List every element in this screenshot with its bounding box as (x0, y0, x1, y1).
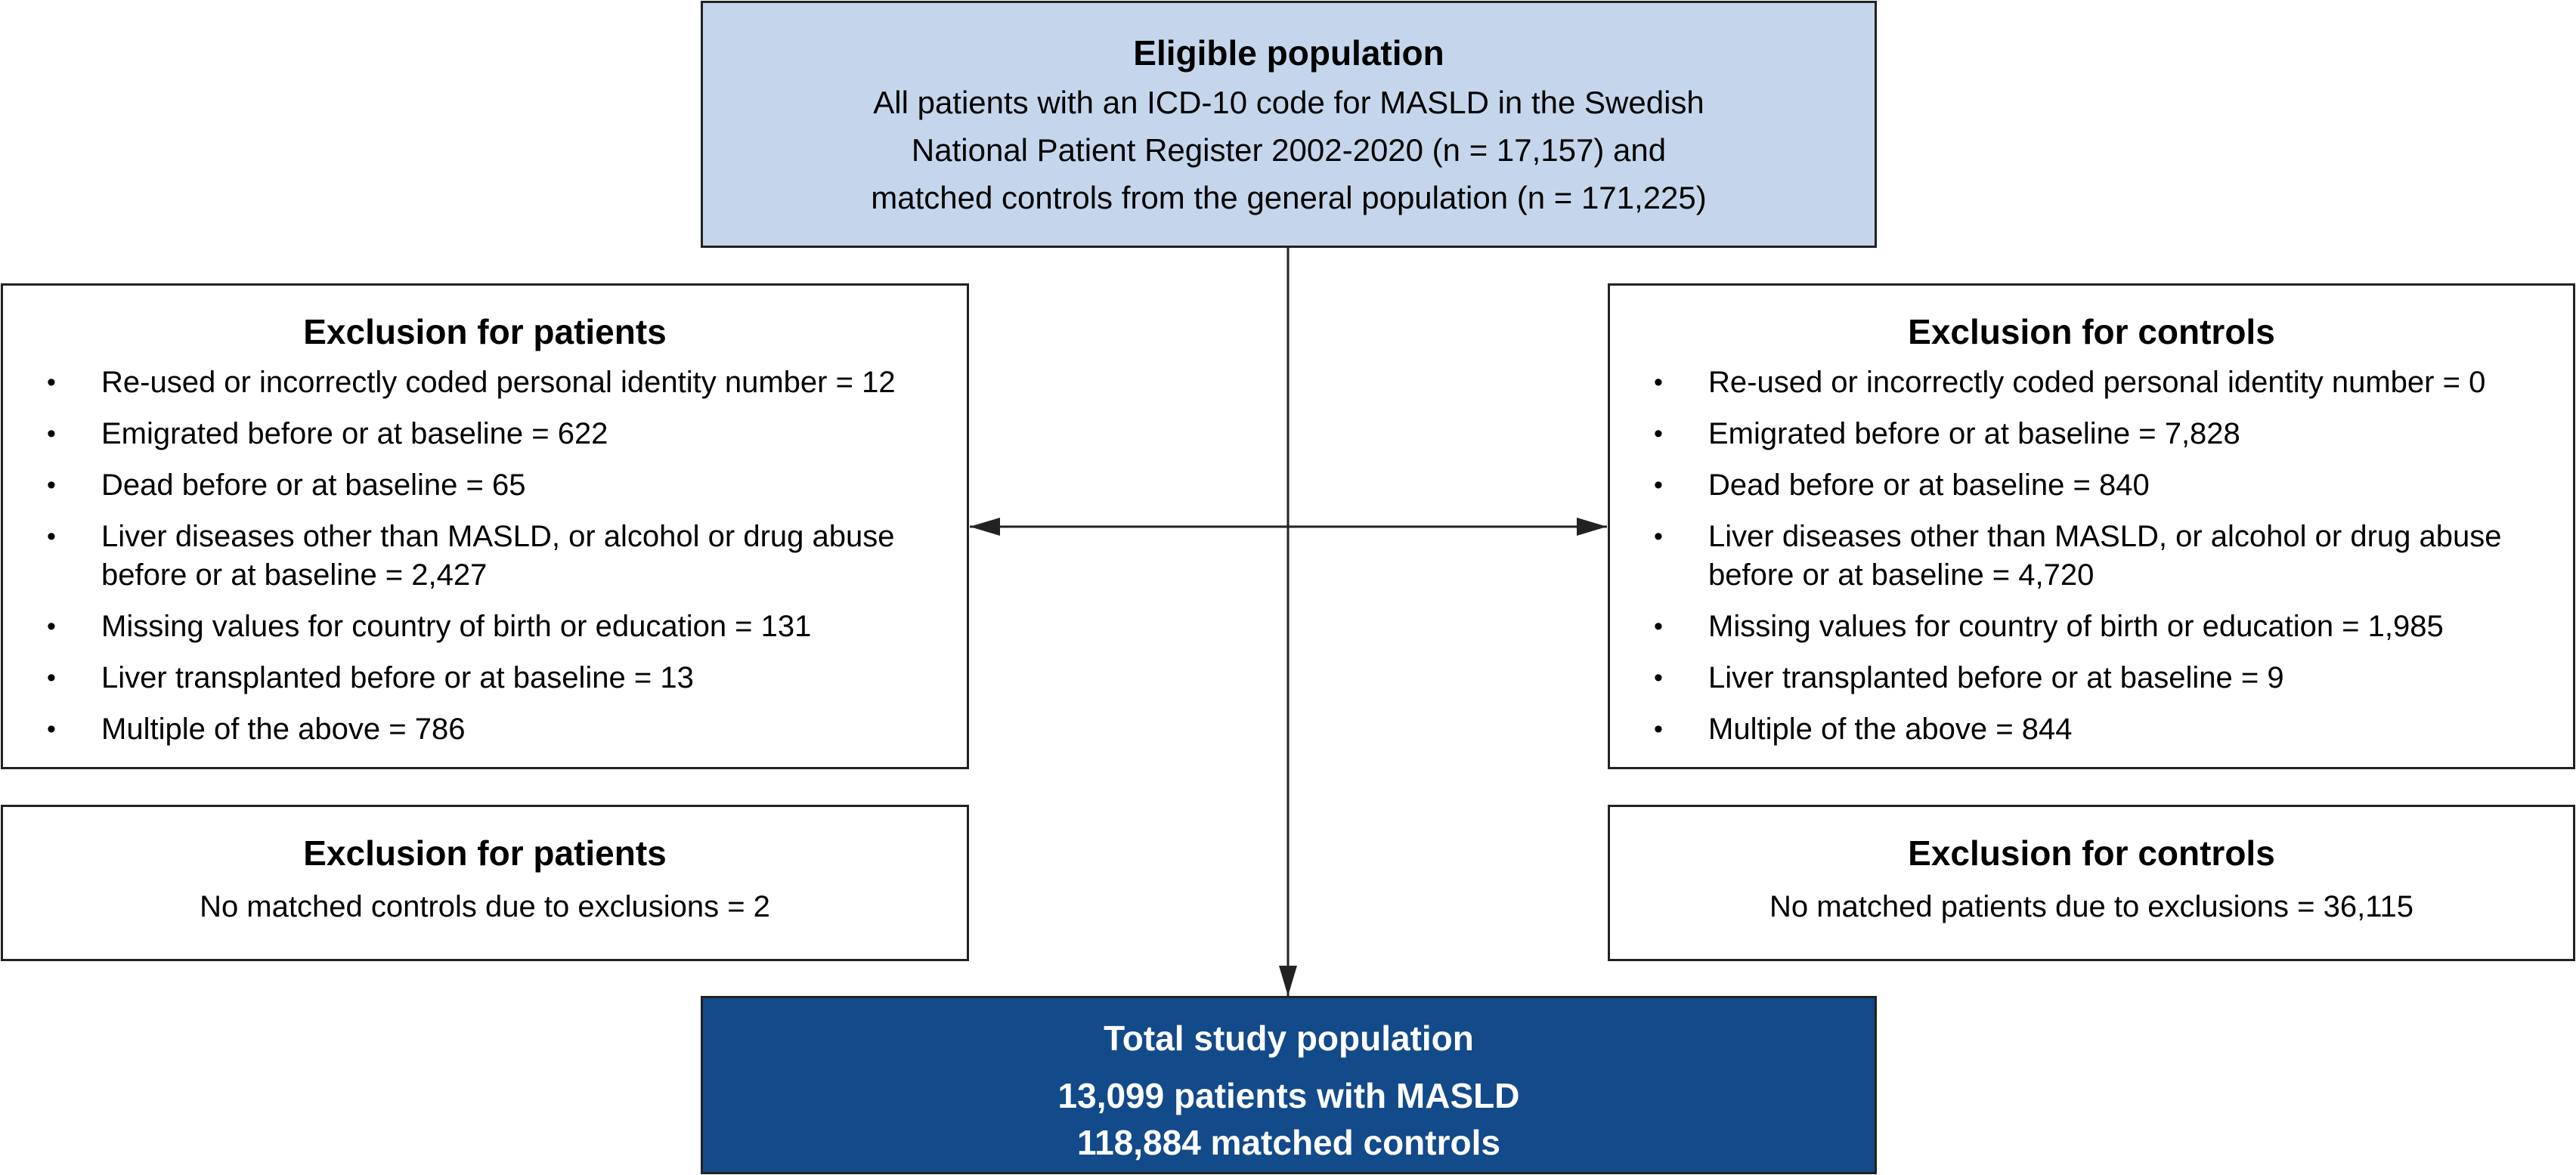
exclusion-controls-box (1608, 283, 2575, 769)
bullet-icon: • (1654, 715, 1663, 744)
list-item (1610, 518, 2573, 595)
matching-exclusion-controls-box (1608, 805, 2575, 961)
bullet-icon: • (47, 368, 56, 397)
bullet-icon: • (1654, 471, 1663, 499)
list-item-text: Liver diseases other than MASLD, or alcohol or drug abuse before or at baseline = 4,720 (1708, 520, 2502, 592)
list-item (3, 518, 967, 595)
list-item-text: Emigrated before or at baseline = 622 (101, 417, 608, 450)
bullet-icon: • (47, 419, 56, 448)
list-item-text: Liver diseases other than MASLD, or alcohol or drug abuse before or at baseline = 2,427 (101, 520, 895, 592)
list-item (1610, 710, 2573, 749)
list-item-text: Re-used or incorrectly coded personal identity number = 0 (1708, 366, 2486, 399)
eligible-line-3: matched controls from the general population (n = 171,225) (871, 180, 1707, 215)
list-item (1610, 415, 2573, 453)
list-item (3, 466, 967, 505)
exclusion-controls-list (1610, 363, 2573, 749)
matching-patients-text: No matched controls due to exclusions = 2 (200, 890, 770, 923)
list-item-text: Liver transplanted before or at baseline = 13 (101, 661, 694, 694)
total-title: Total study population (1104, 1019, 1474, 1058)
eligible-title: Eligible population (1133, 33, 1444, 73)
list-item-text: Dead before or at baseline = 65 (101, 468, 526, 502)
bullet-icon: • (47, 612, 56, 641)
list-item (1610, 466, 2573, 505)
eligible-population-box (701, 1, 1877, 248)
list-item-text: Dead before or at baseline = 840 (1708, 468, 2150, 502)
bullet-icon: • (1654, 612, 1663, 641)
eligible-line-2: National Patient Register 2002-2020 (n = 17,157) and (911, 132, 1667, 168)
bullet-icon: • (1654, 522, 1663, 551)
total-controls-line: 118,884 matched controls (1077, 1123, 1500, 1162)
list-item (1610, 363, 2573, 402)
matching-controls-title: Exclusion for controls (1908, 833, 2275, 873)
list-item-text: Multiple of the above = 786 (101, 713, 466, 746)
eligible-line-1: All patients with an ICD-10 code for MASLD in the Swedish (873, 85, 1704, 120)
list-item-text: Re-used or incorrectly coded personal identity number = 12 (101, 366, 896, 399)
total-study-population-box (701, 996, 1877, 1174)
list-item (3, 659, 967, 697)
list-item (3, 608, 967, 646)
exclusion-patients-box (1, 283, 969, 769)
list-item (3, 710, 967, 749)
list-item (3, 363, 967, 402)
list-item (1610, 659, 2573, 697)
bullet-icon: • (47, 663, 56, 692)
list-item-text: Liver transplanted before or at baseline = 9 (1708, 661, 2284, 694)
bullet-icon: • (47, 522, 56, 551)
list-item (1610, 608, 2573, 646)
list-item (3, 415, 967, 453)
matching-exclusion-patients-box (1, 805, 969, 961)
bullet-icon: • (47, 715, 56, 744)
exclusion-patients-list (3, 363, 967, 749)
bullet-icon: • (1654, 663, 1663, 692)
matching-patients-title: Exclusion for patients (303, 833, 667, 873)
list-item-text: Missing values for country of birth or education = 131 (101, 610, 812, 643)
exclusion-controls-title: Exclusion for controls (1908, 312, 2275, 351)
list-item-text: Missing values for country of birth or education = 1,985 (1708, 610, 2444, 643)
matching-controls-text: No matched patients due to exclusions = 36,115 (1769, 890, 2414, 923)
bullet-icon: • (47, 471, 56, 499)
exclusion-patients-title: Exclusion for patients (303, 312, 667, 351)
bullet-icon: • (1654, 368, 1663, 397)
bullet-icon: • (1654, 419, 1663, 448)
list-item-text: Emigrated before or at baseline = 7,828 (1708, 417, 2240, 450)
total-patients-line: 13,099 patients with MASLD (1057, 1076, 1520, 1115)
list-item-text: Multiple of the above = 844 (1708, 713, 2073, 746)
